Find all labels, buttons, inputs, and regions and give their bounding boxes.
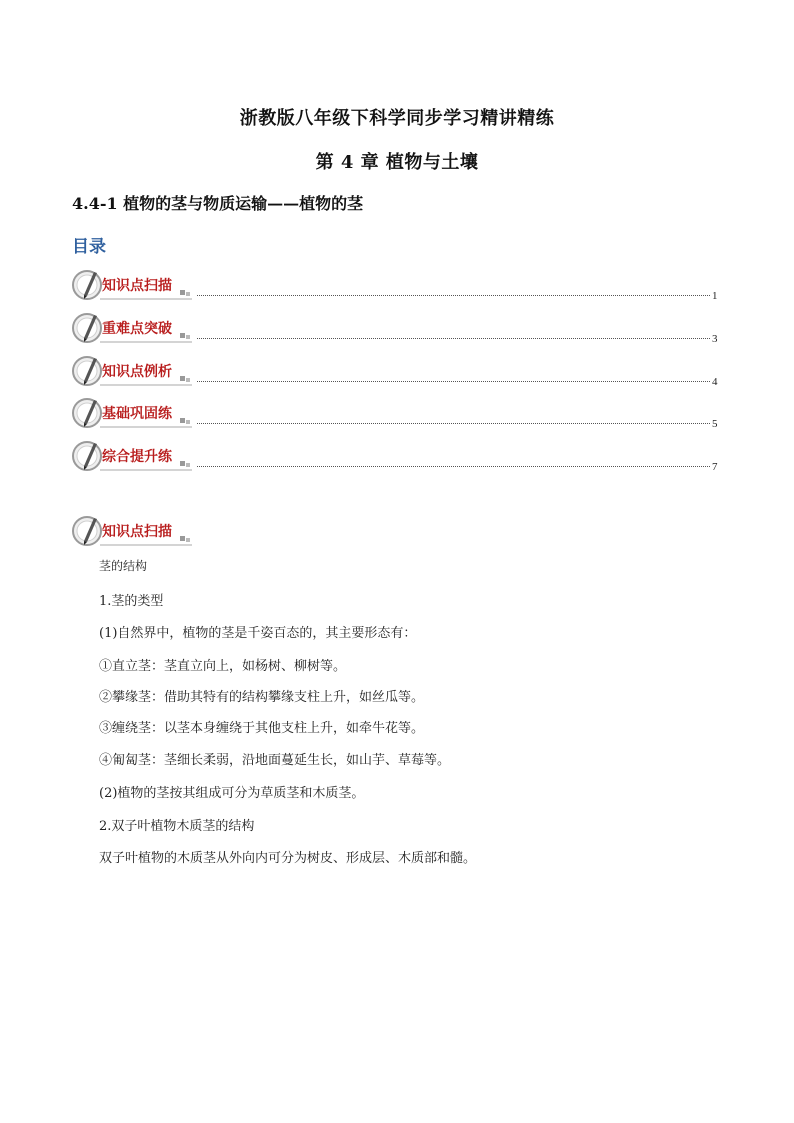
body-line: ①直立茎：茎直立向上，如杨树、柳树等。 bbox=[99, 659, 347, 674]
pen-badge-icon bbox=[70, 354, 200, 388]
body-line: 2.双子叶植物木质茎的结构 bbox=[99, 819, 255, 834]
pen-badge-icon bbox=[70, 514, 200, 548]
body-line: 茎的结构 bbox=[99, 559, 148, 573]
toc-leader bbox=[197, 294, 710, 296]
lesson-title: 4.4-1 植物的茎与物质运输——植物的茎 bbox=[72, 194, 364, 213]
toc-item-label: 基础巩固练 bbox=[102, 406, 172, 422]
toc-leader bbox=[197, 337, 710, 339]
pen-badge-icon bbox=[70, 311, 200, 345]
toc-item-label: 知识点例析 bbox=[102, 364, 172, 380]
section-badge bbox=[70, 514, 200, 548]
pen-badge-icon bbox=[70, 268, 200, 302]
toc-page-number: 1 bbox=[712, 290, 718, 302]
body-line: ②攀缘茎：借助其特有的结构攀缘支柱上升，如丝瓜等。 bbox=[99, 690, 425, 705]
chapter-title: 第 4 章 植物与土壤 bbox=[315, 152, 479, 173]
toc-leader bbox=[197, 422, 710, 424]
pen-badge-icon bbox=[70, 439, 200, 473]
section-badge-label: 知识点扫描 bbox=[102, 524, 172, 540]
toc-leader bbox=[197, 380, 710, 382]
toc-page-number: 5 bbox=[712, 418, 718, 430]
body-line: ④匍匐茎：茎细长柔弱，沿地面蔓延生长，如山芋、草莓等。 bbox=[99, 753, 451, 768]
toc-leader bbox=[197, 465, 710, 467]
body-line: (2)植物的茎按其组成可分为草质茎和木质茎。 bbox=[99, 786, 365, 801]
toc-item-label: 综合提升练 bbox=[102, 449, 172, 465]
toc-item-badge bbox=[70, 354, 200, 388]
toc-page-number: 3 bbox=[712, 333, 718, 345]
toc-heading: 目录 bbox=[72, 237, 106, 257]
toc-item-badge bbox=[70, 396, 200, 430]
toc-item-badge bbox=[70, 311, 200, 345]
body-line: 1.茎的类型 bbox=[99, 594, 164, 609]
toc-item-badge bbox=[70, 439, 200, 473]
toc-page-number: 4 bbox=[712, 376, 718, 388]
toc-item-label: 重难点突破 bbox=[102, 321, 172, 337]
toc-item-badge bbox=[70, 268, 200, 302]
toc-item-label: 知识点扫描 bbox=[102, 278, 172, 294]
body-line: (1)自然界中，植物的茎是千姿百态的，其主要形态有： bbox=[99, 626, 417, 641]
toc-page-number: 7 bbox=[712, 461, 718, 473]
pen-badge-icon bbox=[70, 396, 200, 430]
body-line: ③缠绕茎：以茎本身缠绕于其他支柱上升，如牵牛花等。 bbox=[99, 721, 425, 736]
document-title: 浙教版八年级下科学同步学习精讲精练 bbox=[239, 108, 555, 129]
body-line: 双子叶植物的木质茎从外向内可分为树皮、形成层、木质部和髓。 bbox=[99, 851, 477, 866]
